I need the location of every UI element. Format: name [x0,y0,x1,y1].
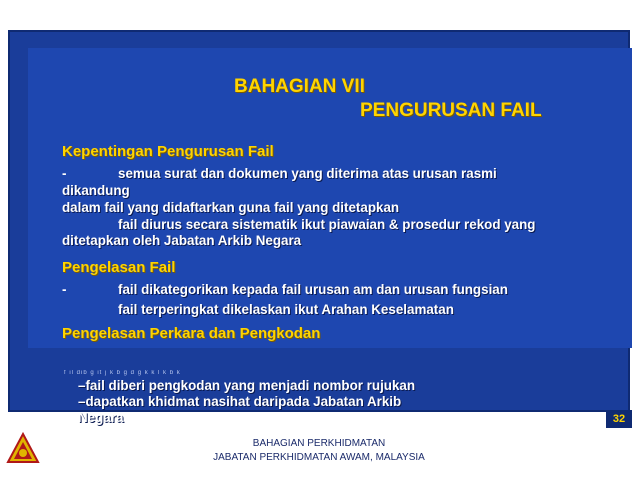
section3-line2: –dapatkan khidmat nasihat daripada Jabatan Arkib [78,394,402,409]
slide-title-line2: PENGURUSAN FAIL [360,100,542,121]
section1-line1: semua surat dan dokumen yang diterima atas urusan rasmi [118,166,497,181]
section2-dash: - [62,282,67,297]
footer-line1: BAHAGIAN PERKHIDMATAN [252,438,386,449]
section3-faint-line: f il dib g it j k b g d g k k l k b k [64,370,181,376]
section1-heading: Kepentingan Pengurusan Fail [62,143,274,160]
section1-dash: - [62,166,67,181]
page-number: 32 [606,410,632,428]
section1-line5: ditetapkan oleh Jabatan Arkib Negara [62,233,302,248]
footer-line2: JABATAN PERKHIDMATAN AWAM, MALAYSIA [213,452,425,463]
section1-line4: fail diurus secara sistematik ikut piawaian & prosedur rekod yang [118,217,536,232]
section3-heading: Pengelasan Perkara dan Pengkodan [62,325,321,342]
section1-line2: dikandung [62,183,130,198]
slide-title-line1: BAHAGIAN VII [234,76,365,97]
section3-line3: Negara [78,410,124,425]
section2-heading: Pengelasan Fail [62,259,176,276]
section1-line3: dalam fail yang didaftarkan guna fail yang ditetapkan [62,200,400,215]
section2-line2: fail terperingkat dikelaskan ikut Arahan Keselamatan [118,302,454,317]
section2-line1: fail dikategorikan kepada fail urusan am dan urusan fungsian [118,282,508,297]
section3-line1: –fail diberi pengkodan yang menjadi nombor rujukan [78,378,416,393]
